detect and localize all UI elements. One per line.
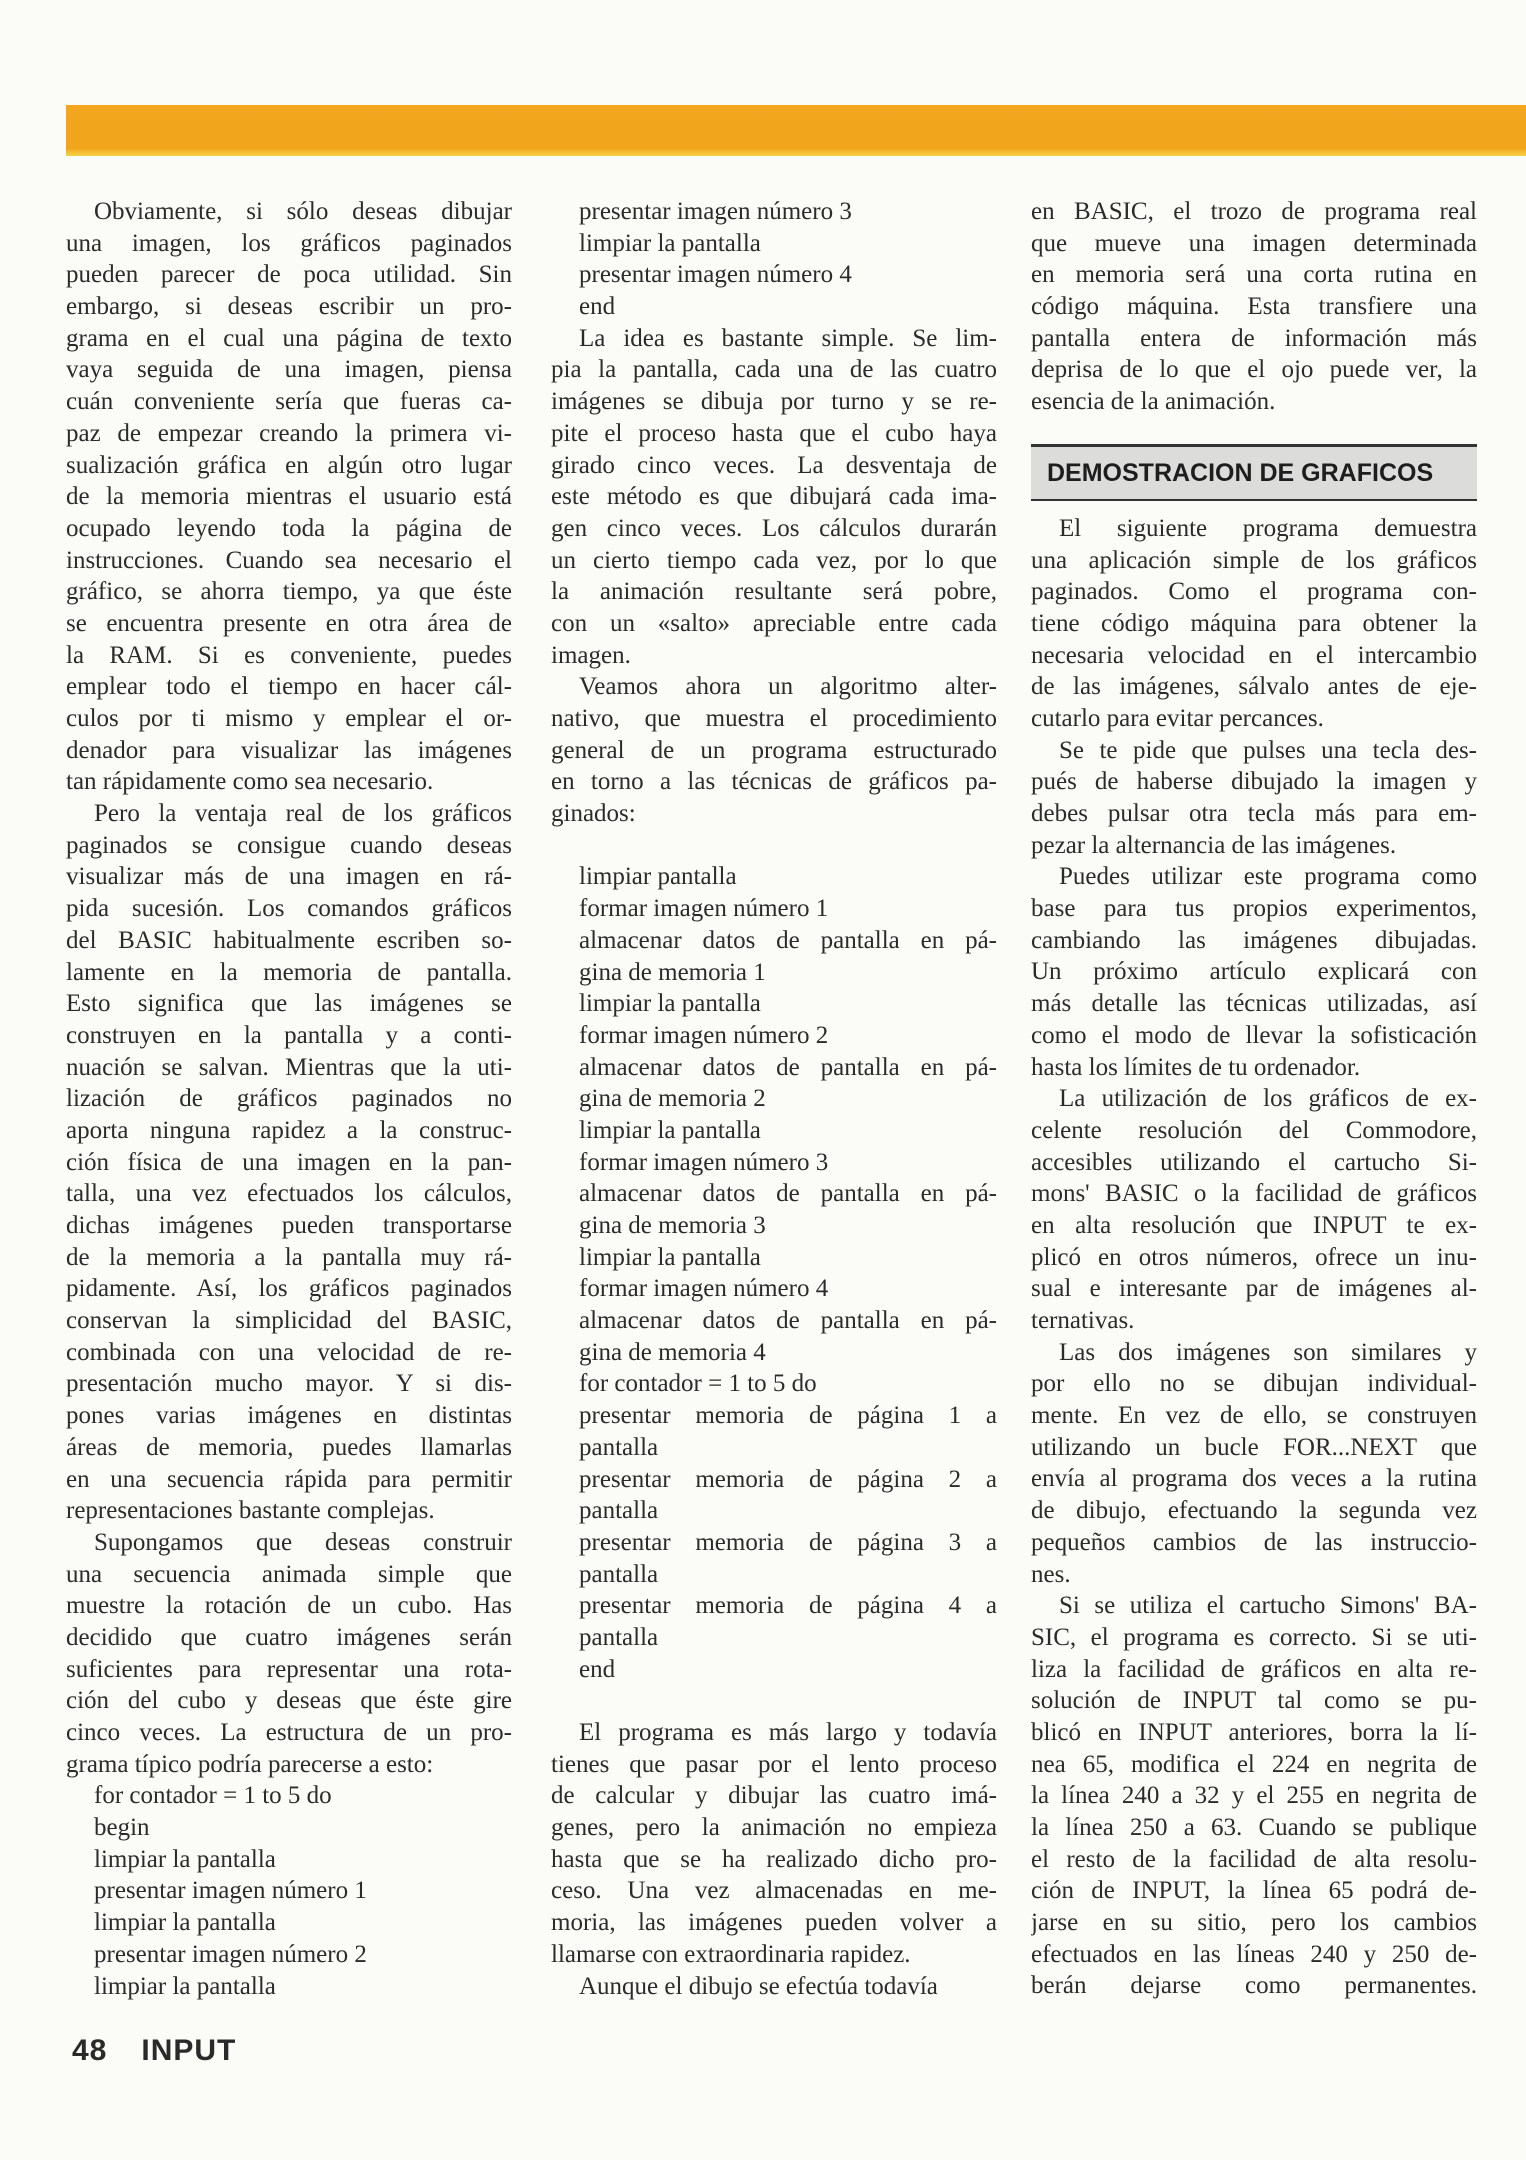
page-number: 48 — [72, 2034, 108, 2067]
code-line: pantalla — [579, 1560, 659, 1588]
text-line: áreas de memoria, puedes llamarlas — [66, 1433, 512, 1461]
text-line: culos por ti mismo y emplear el or- — [66, 705, 512, 732]
text-line: ceso. Una vez almacenadas en me- — [551, 1877, 997, 1905]
text-line: ternativas. — [1031, 1307, 1135, 1334]
code-line: presentar memoria de página 2 a — [579, 1465, 997, 1493]
paragraph — [1031, 861, 1477, 1083]
text-line: hasta que se ha realizado dicho pro- — [551, 1845, 997, 1873]
text-line: representaciones bastante complejas. — [66, 1497, 435, 1525]
text-line: pués de haberse dibujado la imagen y — [1031, 768, 1477, 796]
text-line: utilizando un bucle FOR...NEXT que — [1031, 1433, 1477, 1461]
text-line: girado cinco veces. La desventaja de — [551, 451, 997, 479]
text-line: pite el proceso hasta que el cubo haya — [551, 419, 997, 447]
text-line: moria, las imágenes pueden volver a — [551, 1909, 997, 1937]
text-line: necesaria velocidad en el intercambio — [1031, 641, 1477, 669]
text-line: hasta los límites de tu ordenador. — [1031, 1053, 1361, 1081]
paragraph — [66, 196, 512, 798]
text-line: que mueve una imagen determinada — [1031, 229, 1477, 257]
paragraph — [1031, 513, 1477, 735]
text-line: mons' BASIC o la facilidad de gráficos — [1031, 1180, 1477, 1208]
code-line: presentar memoria de página 1 a — [579, 1402, 997, 1430]
column-2 — [551, 196, 997, 2002]
code-line: gina de memoria 4 — [579, 1338, 766, 1366]
text-line: el resto de la facilidad de alta resolu- — [1031, 1845, 1477, 1873]
text-line: dichas imágenes pueden transportarse — [66, 1212, 512, 1239]
code-line: presentar memoria de página 3 a — [579, 1528, 997, 1556]
text-line: de las imágenes, sálvalo antes de eje- — [1031, 673, 1477, 701]
code-line: almacenar datos de pantalla en pá- — [579, 1053, 997, 1081]
text-line: ción de INPUT, la línea 65 podrá de- — [1031, 1877, 1477, 1905]
text-line: pantalla entera de información más — [1031, 324, 1477, 352]
text-line: nes. — [1031, 1560, 1071, 1588]
text-line: llamarse con extraordinaria rapidez. — [551, 1940, 911, 1968]
text-line: jarse en su sitio, pero los cambios — [1031, 1909, 1477, 1937]
text-line: cutarlo para evitar percances. — [1031, 704, 1324, 732]
paragraph — [66, 1527, 512, 1781]
code-line: pantalla — [579, 1623, 659, 1651]
text-line: del BASIC habitualmente escriben so- — [66, 926, 512, 954]
text-line: tienes que pasar por el lento proceso — [551, 1750, 997, 1778]
text-line: general de un programa estructurado — [551, 736, 997, 764]
paragraph — [551, 1971, 997, 2003]
text-line: de calcular y dibujar las cuatro imá- — [551, 1782, 997, 1810]
text-line: un cierto tiempo cada vez, por lo que — [551, 546, 997, 574]
text-line: tiene código máquina para obtener la — [1031, 609, 1477, 637]
text-line: gráfico, se ahorra tiempo, ya que éste — [66, 578, 512, 606]
text-line: vaya seguida de una imagen, piensa — [66, 356, 512, 384]
text-line: paginados. Como el programa con- — [1031, 578, 1477, 606]
code-line: pantalla — [579, 1497, 659, 1525]
text-line: Aunque el dibujo se efectúa todavía — [579, 1972, 938, 2000]
text-line: una secuencia animada simple que — [66, 1560, 512, 1588]
text-line: la línea 250 a 63. Cuando se publique — [1031, 1814, 1477, 1841]
text-line: grama en el cual una página de texto — [66, 324, 512, 352]
code-line: presentar imagen número 1 — [94, 1877, 367, 1905]
text-line: berán dejarse como permanentes. — [1031, 1972, 1477, 2000]
text-line: una aplicación simple de los gráficos — [1031, 546, 1477, 574]
text-line: talla, una vez efectuados los cálculos, — [66, 1180, 512, 1208]
text-line: aporta ninguna rapidez a la construc- — [66, 1116, 512, 1144]
text-line: Si se utiliza el cartucho Simons' BA- — [1059, 1592, 1477, 1620]
text-line: más detalle las técnicas utilizadas, así — [1031, 990, 1477, 1018]
text-line: celente resolución del Commodore, — [1031, 1116, 1477, 1144]
paragraph — [551, 1717, 997, 1971]
text-line: la línea 240 a 32 y el 255 en negrita de — [1031, 1782, 1477, 1810]
code-line: limpiar la pantalla — [94, 1972, 276, 2000]
column-3 — [1031, 196, 1477, 2002]
orange-header-bar — [66, 105, 1526, 156]
pseudocode-block — [66, 1780, 512, 2002]
code-line: limpiar la pantalla — [579, 229, 761, 257]
code-line: limpiar la pantalla — [579, 1243, 761, 1271]
paragraph — [1031, 1083, 1477, 1337]
code-line: almacenar datos de pantalla en pá- — [579, 926, 997, 954]
code-line: limpiar pantalla — [579, 863, 737, 891]
text-line: denador para visualizar las imágenes — [66, 736, 512, 764]
text-line: solución de INPUT tal como se pu- — [1031, 1687, 1477, 1715]
text-line: cambiando las imágenes dibujadas. — [1031, 926, 1477, 954]
text-line: gen cinco veces. Los cálculos durarán — [551, 514, 997, 542]
section-heading: DEMOSTRACION DE GRAFICOS — [1031, 444, 1477, 501]
text-line: Las dos imágenes son similares y — [1059, 1338, 1477, 1366]
code-line: for contador = 1 to 5 do — [94, 1782, 332, 1810]
text-line: ción física de una imagen en la pan- — [66, 1148, 512, 1176]
text-line: SIC, el programa es correcto. Si se uti- — [1031, 1623, 1477, 1651]
text-line: construyen en la pantalla y a conti- — [66, 1021, 512, 1049]
text-line: cinco veces. La estructura de un pro- — [66, 1719, 512, 1746]
text-line: sual e interesante par de imágenes al- — [1031, 1275, 1477, 1303]
text-line: en alta resolución que INPUT te ex- — [1031, 1211, 1477, 1239]
text-line: decidido que cuatro imágenes serán — [66, 1623, 512, 1651]
paragraph — [66, 798, 512, 1527]
code-line: gina de memoria 3 — [579, 1212, 766, 1239]
pseudocode-block — [551, 861, 997, 1685]
text-line: se encuentra presente en otra área de — [66, 609, 512, 637]
text-line: pia la pantalla, cada una de las cuatro — [551, 356, 997, 384]
text-line: la animación resultante será pobre, — [551, 578, 997, 606]
text-line: accesibles utilizando el cartucho Si- — [1031, 1148, 1477, 1176]
code-line: almacenar datos de pantalla en pá- — [579, 1307, 997, 1335]
paragraph — [1031, 1337, 1477, 1591]
code-line: presentar imagen número 4 — [579, 261, 852, 289]
text-line: cuán conveniente sería que fueras ca- — [66, 388, 512, 416]
text-line: de la memoria mientras el usuario está — [66, 483, 512, 511]
text-line: Puedes utilizar este programa como — [1059, 863, 1477, 891]
text-line: liza la facilidad de gráficos en alta re- — [1031, 1655, 1477, 1683]
text-line: en una secuencia rápida para permitir — [66, 1465, 512, 1493]
code-line: limpiar la pantalla — [579, 1116, 761, 1144]
text-line: pezar la alternancia de las imágenes. — [1031, 831, 1397, 859]
text-line: La utilización de los gráficos de ex- — [1059, 1085, 1477, 1113]
code-line: end — [579, 293, 616, 321]
code-line: begin — [94, 1814, 150, 1842]
text-line: suficientes para representar una rota- — [66, 1655, 512, 1683]
text-line: de la memoria a la pantalla muy rá- — [66, 1243, 512, 1271]
text-line: ginados: — [551, 800, 636, 828]
text-line: grama típico podría parecerse a esto: — [66, 1750, 434, 1778]
text-line: tan rápidamente como sea necesario. — [66, 768, 434, 796]
text-line: nativo, que muestra el procedimiento — [551, 705, 997, 732]
code-line: limpiar la pantalla — [94, 1909, 276, 1937]
text-line: como el modo de llevar la sofisticación — [1031, 1021, 1477, 1049]
code-line: end — [579, 1655, 616, 1683]
text-line: conservan la simplicidad del BASIC, — [66, 1307, 512, 1335]
text-line: Supongamos que deseas construir — [94, 1528, 512, 1556]
text-line: ocupado leyendo toda la página de — [66, 514, 512, 542]
text-line: envía al programa dos veces a la rutina — [1031, 1465, 1477, 1493]
text-line: Obviamente, si sólo deseas dibujar — [94, 198, 512, 225]
code-line: gina de memoria 2 — [579, 1085, 766, 1113]
text-line: código máquina. Esta transfiere una — [1031, 293, 1477, 321]
code-line: presentar imagen número 3 — [579, 198, 852, 225]
text-line: mente. En vez de ello, se construyen — [1031, 1402, 1477, 1430]
text-line: genes, pero la animación no empieza — [551, 1814, 997, 1842]
text-line: pidamente. Así, los gráficos paginados — [66, 1275, 512, 1303]
text-line: la RAM. Si es conveniente, puedes — [66, 641, 512, 669]
code-line: presentar imagen número 2 — [94, 1940, 367, 1968]
text-line: efectuados en las líneas 240 y 250 de- — [1031, 1940, 1477, 1968]
code-line: presentar memoria de página 4 a — [579, 1592, 997, 1620]
text-line: lización de gráficos paginados no — [66, 1085, 512, 1113]
text-line: paginados se consigue cuando deseas — [66, 831, 512, 859]
text-line: pequeños cambios de las instruccio- — [1031, 1528, 1477, 1556]
text-line: este método es que dibujará cada ima- — [551, 483, 997, 511]
text-line: El siguiente programa demuestra — [1059, 514, 1477, 542]
text-line: blicó en INPUT anteriores, borra la lí- — [1031, 1718, 1477, 1746]
text-line: Esto significa que las imágenes se — [66, 990, 512, 1018]
text-line: imágenes se dibuja por turno y se re- — [551, 388, 997, 416]
code-line: almacenar datos de pantalla en pá- — [579, 1180, 997, 1208]
text-line: presentación mucho mayor. Y si dis- — [66, 1370, 512, 1398]
text-line: en memoria será una corta rutina en — [1031, 261, 1477, 289]
text-line: base para tus propios experimentos, — [1031, 895, 1477, 923]
text-line: visualizar más de una imagen en rá- — [66, 863, 512, 891]
text-line: Se te pide que pulses una tecla des- — [1059, 736, 1477, 764]
text-line: lamente en la memoria de pantalla. — [66, 958, 512, 986]
text-line: por ello no se dibujan individual- — [1031, 1370, 1477, 1398]
paragraph — [551, 323, 997, 672]
text-line: en BASIC, el trozo de programa real — [1031, 198, 1477, 225]
text-line: El programa es más largo y todavía — [579, 1719, 997, 1746]
code-line: gina de memoria 1 — [579, 958, 766, 986]
code-line: pantalla — [579, 1433, 659, 1461]
page-footer — [72, 2034, 236, 2068]
text-line: paz de empezar creando la primera vi- — [66, 419, 512, 447]
code-line: limpiar la pantalla — [94, 1845, 276, 1873]
text-line: plicó en otros números, ofrece un inu- — [1031, 1243, 1477, 1271]
paragraph — [551, 671, 997, 829]
magazine-name: INPUT — [141, 2034, 237, 2067]
paragraph — [1031, 1590, 1477, 2002]
code-line: formar imagen número 2 — [579, 1021, 829, 1049]
text-line: Veamos ahora un algoritmo alter- — [579, 673, 997, 701]
text-line: embargo, si deseas escribir un pro- — [66, 293, 512, 321]
text-line: La idea es bastante simple. Se lim- — [579, 324, 997, 352]
text-line: debes pulsar otra tecla más para em- — [1031, 800, 1477, 827]
text-line: pones varias imágenes en distintas — [66, 1402, 512, 1430]
text-line: pueden parecer de poca utilidad. Sin — [66, 261, 512, 289]
text-line: Un próximo artículo explicará con — [1031, 958, 1477, 986]
code-line: formar imagen número 4 — [579, 1275, 829, 1303]
text-line: combinada con una velocidad de re- — [66, 1338, 512, 1366]
pseudocode-block — [551, 196, 997, 323]
text-line: pida sucesión. Los comandos gráficos — [66, 895, 512, 923]
code-line: formar imagen número 3 — [579, 1148, 829, 1176]
text-line: nuación se salvan. Mientras que la uti- — [66, 1053, 512, 1081]
code-line: for contador = 1 to 5 do — [579, 1370, 817, 1398]
text-line: instrucciones. Cuando sea necesario el — [66, 546, 512, 574]
text-line: de dibujo, efectuando la segunda vez — [1031, 1497, 1477, 1525]
text-line: deprisa de lo que el ojo puede ver, la — [1031, 356, 1477, 384]
column-1 — [66, 196, 512, 2002]
code-line: formar imagen número 1 — [579, 895, 829, 923]
text-line: nea 65, modifica el 224 en negrita de — [1031, 1750, 1477, 1778]
text-line: en torno a las técnicas de gráficos pa- — [551, 768, 997, 796]
text-line: sualización gráfica en algún otro lugar — [66, 451, 512, 479]
text-line: Pero la ventaja real de los gráficos — [94, 800, 512, 828]
text-line: con un «salto» apreciable entre cada — [551, 609, 997, 637]
code-line: limpiar la pantalla — [579, 990, 761, 1018]
text-line: una imagen, los gráficos paginados — [66, 229, 512, 257]
text-line: muestre la rotación de un cubo. Has — [66, 1592, 512, 1620]
text-line: ción del cubo y deseas que éste gire — [66, 1687, 512, 1715]
paragraph — [1031, 735, 1477, 862]
text-line: esencia de la animación. — [1031, 388, 1276, 416]
text-line: imagen. — [551, 641, 631, 669]
paragraph — [1031, 196, 1477, 418]
text-line: emplear todo el tiempo en hacer cál- — [66, 673, 512, 701]
